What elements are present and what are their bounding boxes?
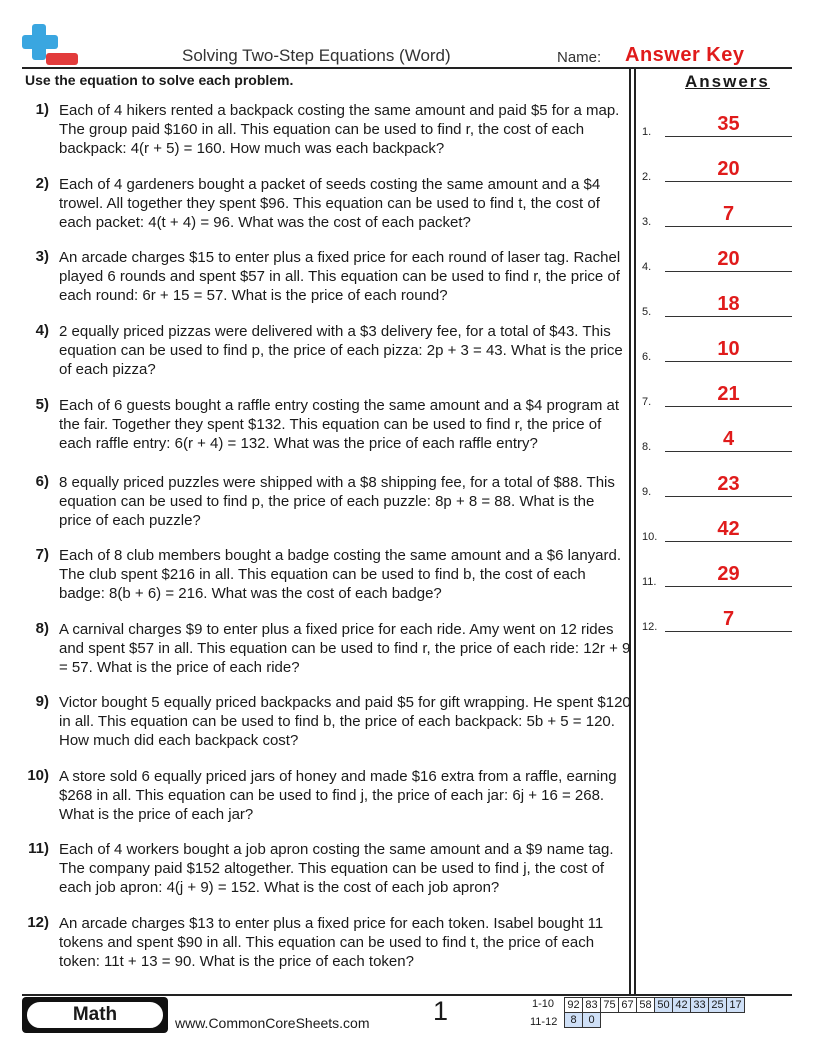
answer-5 — [640, 290, 792, 320]
problem-number: 9) — [35, 693, 49, 710]
answer-line — [665, 541, 792, 542]
answer-number: 2. — [642, 171, 652, 183]
score-cell: 0 — [583, 1013, 601, 1028]
problem-number: 10) — [27, 767, 49, 784]
answer-number: 9. — [642, 486, 652, 498]
answer-value: 29 — [717, 563, 740, 585]
answers-heading: Answers — [685, 72, 770, 91]
score-cell: 75 — [601, 998, 619, 1013]
score-cell: 58 — [637, 998, 655, 1013]
website-link[interactable]: www.CommonCoreSheets.com — [175, 1015, 370, 1031]
answer-line — [665, 181, 792, 182]
score-row — [565, 998, 745, 1013]
answer-number: 1. — [642, 126, 652, 138]
answer-line — [665, 451, 792, 452]
answer-line — [665, 226, 792, 227]
header-divider — [22, 67, 792, 69]
answer-number: 11. — [642, 576, 657, 588]
answer-value: 35 — [717, 113, 740, 135]
answer-2 — [640, 155, 792, 185]
answer-number: 8. — [642, 441, 652, 453]
answer-line — [665, 316, 792, 317]
page-number: 1 — [433, 996, 449, 1026]
stats-row-label: 1-10 — [532, 998, 555, 1010]
answer-1 — [640, 110, 792, 140]
answer-value: 20 — [717, 158, 740, 180]
answer-line — [665, 361, 792, 362]
answer-line — [665, 586, 792, 587]
answer-number: 6. — [642, 351, 652, 363]
score-cell: 33 — [691, 998, 709, 1013]
answer-line — [665, 136, 792, 137]
answer-value: 20 — [717, 248, 740, 270]
answer-value: 21 — [717, 383, 740, 405]
problem-text: Each of 4 hikers rented a backpack costing the same amount and paid $5 for a map. The group paid $160 in all. This equation can be used to find r, the cost of each backpack: 4(r + 5) = 160. How much was each backpack? — [59, 102, 620, 157]
problem-text: Each of 4 workers bought a job apron costing the same amount and a $9 name tag. The company paid $152 altogether. This equation can be used to find j, the cost of each job apron: 4(j + 9) = 152. What is the cost of each job apron? — [59, 841, 614, 896]
answer-4 — [640, 245, 792, 275]
problem-text: An arcade charges $15 to enter plus a fixed price for each round of laser tag. Rachel played 6 rounds and spent $57 in all. This equation can be used to find r, the price of each round: 6r + 15 = 57. What is the price of each round? — [59, 249, 621, 304]
stats-row-label: 11-12 — [530, 1016, 558, 1028]
score-table — [564, 997, 745, 1028]
answer-line — [665, 406, 792, 407]
problem-number: 1) — [35, 101, 49, 118]
answer-12 — [640, 605, 792, 635]
score-cell: 50 — [655, 998, 673, 1013]
problem-text: An arcade charges $13 to enter plus a fixed price for each token. Isabel bought 11 tokens and spent $90 in all. This equation can be used to find t, the price of each token: 11t + 13 = 90. What is the price of each token? — [59, 915, 604, 970]
answer-line — [665, 271, 792, 272]
problem-text: 8 equally priced puzzles were shipped with a $8 shipping fee, for a total of $88. This equation can be used to find p, the price of each puzzle: 8p + 8 = 88. What is the price of each puzzle? — [59, 474, 615, 529]
name-label: Name: — [557, 49, 602, 66]
answer-value: 7 — [722, 608, 735, 630]
subject-badge — [24, 999, 166, 1031]
answer-value: 10 — [717, 338, 740, 360]
problem-number: 11) — [28, 840, 49, 857]
problem-number: 3) — [35, 248, 49, 265]
problem-text: Victor bought 5 equally priced backpacks and paid $5 for gift wrapping. He spent $120 in all. This equation can be used to find b, the price of each backpack: 5b + 5 = 120. How much did each backpack cost? — [59, 694, 631, 749]
answer-value: 4 — [722, 428, 735, 450]
worksheet-title: Solving Two-Step Equations (Word) — [182, 46, 451, 65]
score-row — [565, 1013, 745, 1028]
answer-number: 12. — [642, 621, 658, 633]
problem-number: 5) — [35, 396, 49, 413]
answer-number: 3. — [642, 216, 652, 228]
problem-text: Each of 4 gardeners bought a packet of seeds costing the same amount and a $4 trowel. All together they spent $96. This equation can be used to find t, the cost of each packet: 4(t + 4) = 96. What was the cost of each packet? — [59, 176, 601, 231]
answer-number: 4. — [642, 261, 652, 273]
answer-value: 23 — [717, 473, 740, 495]
subject-label: Math — [72, 1004, 118, 1025]
instructions: Use the equation to solve each problem. — [25, 72, 294, 88]
answer-value: 42 — [717, 518, 740, 540]
answer-9 — [640, 470, 792, 500]
problem-number: 4) — [35, 322, 49, 339]
score-cell: 17 — [727, 998, 745, 1013]
plus-minus-logo-icon — [22, 24, 80, 66]
problem-number: 12) — [27, 914, 49, 931]
score-cell: 67 — [619, 998, 637, 1013]
problem-number: 6) — [35, 473, 49, 490]
answer-6 — [640, 335, 792, 365]
score-cell: 83 — [583, 998, 601, 1013]
answer-number: 7. — [642, 396, 652, 408]
problem-number: 7) — [35, 546, 49, 563]
answer-key-label: Answer Key — [625, 44, 745, 66]
answer-7 — [640, 380, 792, 410]
problem-text: 2 equally priced pizzas were delivered with a $3 delivery fee, for a total of $43. This equation can be used to find p, the price of each pizza: 2p + 3 = 43. What is the price of each pizza? — [59, 323, 623, 378]
score-cell: 42 — [673, 998, 691, 1013]
answer-value: 18 — [717, 293, 740, 315]
answer-line — [665, 496, 792, 497]
score-cell: 92 — [565, 998, 583, 1013]
column-divider-right — [634, 68, 636, 995]
problem-text: A store sold 6 equally priced jars of honey and made $16 extra from a raffle, earning $268 in all. This equation can be used to find j, the price of each jar: 6j + 16 = 268. What is the price of each jar? — [59, 768, 617, 823]
score-cell: 8 — [565, 1013, 583, 1028]
problem-text: A carnival charges $9 to enter plus a fixed price for each ride. Amy went on 12 rides and spent $57 in all. This equation can be used to find r, the price of each ride: 12r + 9 = 57. What is the price of each ride? — [59, 621, 631, 676]
footer-divider — [22, 994, 792, 996]
problem-number: 8) — [35, 620, 49, 637]
answer-3 — [640, 200, 792, 230]
answer-value: 7 — [722, 203, 735, 225]
answer-11 — [640, 560, 792, 590]
answer-10 — [640, 515, 792, 545]
problem-number: 2) — [35, 175, 49, 192]
answer-number: 10. — [642, 531, 658, 543]
answer-line — [665, 631, 792, 632]
answer-8 — [640, 425, 792, 455]
answer-number: 5. — [642, 306, 652, 318]
score-cell: 25 — [709, 998, 727, 1013]
problem-text: Each of 6 guests bought a raffle entry costing the same amount and a $4 program at the fair. Together they spent $132. This equation can be used to find r, the price of each raffle entry: 6(r + 4) = 132. What was the price of each raffle entry? — [59, 397, 620, 452]
problem-text: Each of 8 club members bought a badge costing the same amount and a $6 lanyard. The club spent $216 in all. This equation can be used to find b, the cost of each badge: 8(b + 6) = 216. What was the cost of each badge? — [59, 547, 622, 602]
